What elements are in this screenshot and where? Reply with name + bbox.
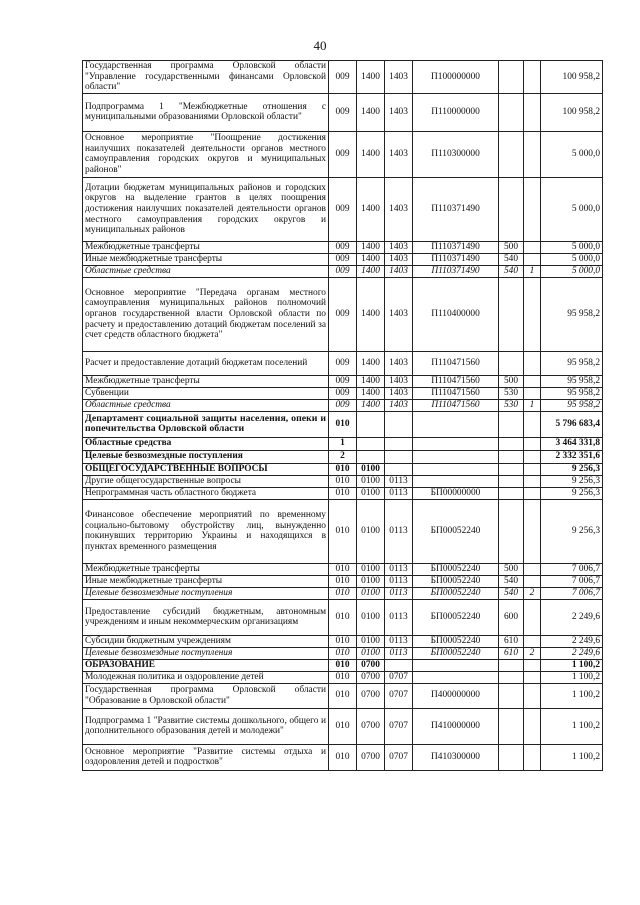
target-item-code-cell: П110371490 xyxy=(413,177,499,241)
amount-cell: 5 000,0 xyxy=(541,253,603,265)
admin-code-cell: 009 xyxy=(329,265,357,277)
section-code-cell: 0700 xyxy=(357,708,385,744)
admin-code-cell: 009 xyxy=(329,93,357,131)
table-row xyxy=(83,683,603,708)
section-code-cell: 0100 xyxy=(357,499,385,563)
expense-type-code-cell: 540 xyxy=(499,575,524,587)
subsection-code-cell: 1403 xyxy=(385,131,413,177)
target-item-code-cell xyxy=(413,671,499,683)
description-cell: Подпрограмма 1 "Развитие системы дошкольного, общего и дополнительного образования детей и молодежи" xyxy=(83,708,329,744)
subsection-code-cell: 1403 xyxy=(385,277,413,351)
section-code-cell: 1400 xyxy=(357,93,385,131)
fund-source-code-cell xyxy=(524,375,541,387)
target-item-code-cell: БП00000000 xyxy=(413,487,499,499)
budget-table xyxy=(82,60,603,771)
amount-cell: 2 249,6 xyxy=(541,599,603,635)
table-row xyxy=(83,647,603,659)
section-code-cell: 0700 xyxy=(357,659,385,671)
target-item-code-cell xyxy=(413,411,499,437)
amount-cell: 1 100,2 xyxy=(541,744,603,770)
description-cell: Государственная программа Орловской области "Управление государственными финансами Орловской области" xyxy=(83,61,329,94)
fund-source-code-cell xyxy=(524,563,541,575)
description-cell: Основное мероприятие "Развитие системы отдыха и оздоровления детей и подростков" xyxy=(83,744,329,770)
expense-type-code-cell xyxy=(499,683,524,708)
admin-code-cell: 010 xyxy=(329,744,357,770)
table-row xyxy=(83,411,603,437)
expense-type-code-cell xyxy=(499,708,524,744)
table-row xyxy=(83,241,603,253)
subsection-code-cell: 0113 xyxy=(385,563,413,575)
subsection-code-cell: 0707 xyxy=(385,708,413,744)
subsection-code-cell: 0113 xyxy=(385,647,413,659)
amount-cell: 1 100,2 xyxy=(541,671,603,683)
section-code-cell: 0100 xyxy=(357,463,385,475)
table-row xyxy=(83,265,603,277)
amount-cell: 100 958,2 xyxy=(541,93,603,131)
amount-cell: 5 000,0 xyxy=(541,241,603,253)
subsection-code-cell: 0113 xyxy=(385,499,413,563)
description-cell: Основное мероприятие "Поощрение достижения наилучших показателей деятельности органов местного самоуправления городских округов и муниципальных районов" xyxy=(83,131,329,177)
description-cell: Дотации бюджетам муниципальных районов и городских округов на выделение грантов в целях поощрения достижения наилучших показателей деятельности органов местного самоуправления городских округов и муниципальных районов xyxy=(83,177,329,241)
fund-source-code-cell xyxy=(524,61,541,94)
amount-cell: 5 796 683,4 xyxy=(541,411,603,437)
fund-source-code-cell xyxy=(524,93,541,131)
amount-cell: 5 000,0 xyxy=(541,177,603,241)
section-code-cell: 0100 xyxy=(357,563,385,575)
amount-cell: 7 006,7 xyxy=(541,587,603,599)
table-row xyxy=(83,253,603,265)
admin-code-cell: 010 xyxy=(329,647,357,659)
fund-source-code-cell xyxy=(524,683,541,708)
subsection-code-cell: 0707 xyxy=(385,671,413,683)
section-code-cell: 1400 xyxy=(357,177,385,241)
admin-code-cell: 010 xyxy=(329,587,357,599)
target-item-code-cell: П110471560 xyxy=(413,375,499,387)
admin-code-cell: 010 xyxy=(329,575,357,587)
fund-source-code-cell xyxy=(524,659,541,671)
target-item-code-cell xyxy=(413,437,499,450)
fund-source-code-cell xyxy=(524,437,541,450)
subsection-code-cell: 1403 xyxy=(385,241,413,253)
section-code-cell: 0100 xyxy=(357,487,385,499)
admin-code-cell: 010 xyxy=(329,563,357,575)
table-row xyxy=(83,131,603,177)
description-cell: Областные средства xyxy=(83,437,329,450)
expense-type-code-cell: 500 xyxy=(499,375,524,387)
table-row xyxy=(83,93,603,131)
expense-type-code-cell xyxy=(499,131,524,177)
description-cell: Предоставление субсидий бюджетным, автономным учреждениям и иным некоммерческим организациям xyxy=(83,599,329,635)
expense-type-code-cell: 600 xyxy=(499,599,524,635)
expense-type-code-cell xyxy=(499,93,524,131)
fund-source-code-cell: 1 xyxy=(524,399,541,411)
fund-source-code-cell xyxy=(524,575,541,587)
admin-code-cell: 009 xyxy=(329,241,357,253)
subsection-code-cell: 0113 xyxy=(385,487,413,499)
description-cell: Расчет и предоставление дотаций бюджетам поселений xyxy=(83,351,329,375)
admin-code-cell: 010 xyxy=(329,635,357,647)
fund-source-code-cell xyxy=(524,387,541,399)
subsection-code-cell: 0113 xyxy=(385,575,413,587)
section-code-cell: 0100 xyxy=(357,599,385,635)
expense-type-code-cell xyxy=(499,61,524,94)
amount-cell: 5 000,0 xyxy=(541,131,603,177)
fund-source-code-cell xyxy=(524,450,541,463)
section-code-cell: 0100 xyxy=(357,587,385,599)
target-item-code-cell: П110000000 xyxy=(413,93,499,131)
section-code-cell: 1400 xyxy=(357,387,385,399)
admin-code-cell: 010 xyxy=(329,499,357,563)
section-code-cell: 1400 xyxy=(357,241,385,253)
amount-cell: 1 100,2 xyxy=(541,659,603,671)
fund-source-code-cell xyxy=(524,351,541,375)
subsection-code-cell: 0113 xyxy=(385,587,413,599)
subsection-code-cell: 1403 xyxy=(385,351,413,375)
admin-code-cell: 009 xyxy=(329,399,357,411)
expense-type-code-cell: 610 xyxy=(499,635,524,647)
section-code-cell xyxy=(357,450,385,463)
fund-source-code-cell xyxy=(524,463,541,475)
description-cell: Департамент социальной защиты населения, опеки и попечительства Орловской области xyxy=(83,411,329,437)
target-item-code-cell xyxy=(413,450,499,463)
subsection-code-cell xyxy=(385,659,413,671)
target-item-code-cell xyxy=(413,659,499,671)
description-cell: Областные средства xyxy=(83,399,329,411)
fund-source-code-cell xyxy=(524,177,541,241)
description-cell: Иные межбюджетные трансферты xyxy=(83,253,329,265)
target-item-code-cell: БП00052240 xyxy=(413,575,499,587)
admin-code-cell: 009 xyxy=(329,375,357,387)
table-row xyxy=(83,375,603,387)
subsection-code-cell: 1403 xyxy=(385,177,413,241)
admin-code-cell: 010 xyxy=(329,708,357,744)
target-item-code-cell: П410000000 xyxy=(413,708,499,744)
section-code-cell: 1400 xyxy=(357,399,385,411)
subsection-code-cell xyxy=(385,437,413,450)
amount-cell: 1 100,2 xyxy=(541,683,603,708)
fund-source-code-cell xyxy=(524,744,541,770)
subsection-code-cell: 1403 xyxy=(385,253,413,265)
amount-cell: 9 256,3 xyxy=(541,487,603,499)
table-row xyxy=(83,671,603,683)
table-row xyxy=(83,450,603,463)
amount-cell: 2 249,6 xyxy=(541,635,603,647)
subsection-code-cell: 1403 xyxy=(385,61,413,94)
fund-source-code-cell xyxy=(524,599,541,635)
section-code-cell: 0100 xyxy=(357,635,385,647)
description-cell: Межбюджетные трансферты xyxy=(83,375,329,387)
subsection-code-cell xyxy=(385,463,413,475)
table-row xyxy=(83,587,603,599)
admin-code-cell: 2 xyxy=(329,450,357,463)
amount-cell: 95 958,2 xyxy=(541,375,603,387)
expense-type-code-cell: 530 xyxy=(499,387,524,399)
target-item-code-cell: БП00052240 xyxy=(413,563,499,575)
admin-code-cell: 1 xyxy=(329,437,357,450)
amount-cell: 9 256,3 xyxy=(541,499,603,563)
target-item-code-cell: П110371490 xyxy=(413,241,499,253)
subsection-code-cell: 1403 xyxy=(385,93,413,131)
admin-code-cell: 010 xyxy=(329,671,357,683)
subsection-code-cell xyxy=(385,450,413,463)
target-item-code-cell: П110471560 xyxy=(413,399,499,411)
expense-type-code-cell: 500 xyxy=(499,563,524,575)
amount-cell: 7 006,7 xyxy=(541,563,603,575)
amount-cell: 95 958,2 xyxy=(541,277,603,351)
amount-cell: 9 256,3 xyxy=(541,463,603,475)
amount-cell: 3 464 331,8 xyxy=(541,437,603,450)
subsection-code-cell: 1403 xyxy=(385,375,413,387)
expense-type-code-cell xyxy=(499,499,524,563)
admin-code-cell: 010 xyxy=(329,411,357,437)
expense-type-code-cell xyxy=(499,487,524,499)
subsection-code-cell: 0113 xyxy=(385,475,413,487)
section-code-cell: 0700 xyxy=(357,683,385,708)
table-row xyxy=(83,387,603,399)
target-item-code-cell: П110471560 xyxy=(413,351,499,375)
table-row xyxy=(83,744,603,770)
target-item-code-cell: П110471560 xyxy=(413,387,499,399)
section-code-cell: 1400 xyxy=(357,375,385,387)
expense-type-code-cell xyxy=(499,744,524,770)
description-cell: Целевые безвозмездные поступления xyxy=(83,647,329,659)
description-cell: Основное мероприятие "Передача органам местного самоуправления муниципальных районов полномочий органов государственной власти Орловской области по расчету и предоставлению дотаций бюджетам поселений за счет средств областного бюджета" xyxy=(83,277,329,351)
table-row xyxy=(83,399,603,411)
description-cell: Областные средства xyxy=(83,265,329,277)
description-cell: Иные межбюджетные трансферты xyxy=(83,575,329,587)
description-cell: Субсидии бюджетным учреждениям xyxy=(83,635,329,647)
fund-source-code-cell xyxy=(524,241,541,253)
section-code-cell: 0100 xyxy=(357,475,385,487)
table-row xyxy=(83,487,603,499)
description-cell: Субвенции xyxy=(83,387,329,399)
amount-cell: 2 249,6 xyxy=(541,647,603,659)
target-item-code-cell: П110371490 xyxy=(413,265,499,277)
table-row xyxy=(83,635,603,647)
target-item-code-cell: БП00052240 xyxy=(413,587,499,599)
amount-cell: 95 958,2 xyxy=(541,399,603,411)
target-item-code-cell: П100000000 xyxy=(413,61,499,94)
target-item-code-cell: П110400000 xyxy=(413,277,499,351)
table-row xyxy=(83,499,603,563)
fund-source-code-cell xyxy=(524,487,541,499)
section-code-cell: 1400 xyxy=(357,131,385,177)
admin-code-cell: 010 xyxy=(329,683,357,708)
amount-cell: 9 256,3 xyxy=(541,475,603,487)
target-item-code-cell: БП00052240 xyxy=(413,647,499,659)
table-row xyxy=(83,599,603,635)
fund-source-code-cell: 2 xyxy=(524,587,541,599)
subsection-code-cell: 0113 xyxy=(385,599,413,635)
subsection-code-cell: 0113 xyxy=(385,635,413,647)
target-item-code-cell: П110371490 xyxy=(413,253,499,265)
admin-code-cell: 010 xyxy=(329,487,357,499)
section-code-cell: 1400 xyxy=(357,351,385,375)
expense-type-code-cell: 540 xyxy=(499,253,524,265)
description-cell: Целевые безвозмездные поступления xyxy=(83,450,329,463)
section-code-cell: 1400 xyxy=(357,265,385,277)
fund-source-code-cell xyxy=(524,277,541,351)
section-code-cell: 0100 xyxy=(357,647,385,659)
table-row xyxy=(83,475,603,487)
description-cell: Непрограммная часть областного бюджета xyxy=(83,487,329,499)
admin-code-cell: 009 xyxy=(329,277,357,351)
target-item-code-cell: П400000000 xyxy=(413,683,499,708)
section-code-cell xyxy=(357,437,385,450)
target-item-code-cell: П110300000 xyxy=(413,131,499,177)
expense-type-code-cell: 540 xyxy=(499,587,524,599)
description-cell: Молодежная политика и оздоровление детей xyxy=(83,671,329,683)
subsection-code-cell: 1403 xyxy=(385,399,413,411)
fund-source-code-cell: 1 xyxy=(524,265,541,277)
fund-source-code-cell: 2 xyxy=(524,647,541,659)
admin-code-cell: 009 xyxy=(329,131,357,177)
expense-type-code-cell: 500 xyxy=(499,241,524,253)
page-number: 40 xyxy=(313,38,327,53)
amount-cell: 5 000,0 xyxy=(541,265,603,277)
target-item-code-cell: БП00052240 xyxy=(413,499,499,563)
admin-code-cell: 009 xyxy=(329,177,357,241)
table-row xyxy=(83,61,603,94)
amount-cell: 100 958,2 xyxy=(541,61,603,94)
expense-type-code-cell: 610 xyxy=(499,647,524,659)
target-item-code-cell xyxy=(413,475,499,487)
target-item-code-cell: П410300000 xyxy=(413,744,499,770)
table-row xyxy=(83,563,603,575)
table-row xyxy=(83,351,603,375)
fund-source-code-cell xyxy=(524,708,541,744)
fund-source-code-cell xyxy=(524,671,541,683)
description-cell: Государственная программа Орловской области "Образование в Орловской области" xyxy=(83,683,329,708)
amount-cell: 1 100,2 xyxy=(541,708,603,744)
expense-type-code-cell xyxy=(499,671,524,683)
target-item-code-cell: БП00052240 xyxy=(413,635,499,647)
expense-type-code-cell xyxy=(499,463,524,475)
target-item-code-cell: БП00052240 xyxy=(413,599,499,635)
subsection-code-cell: 0707 xyxy=(385,744,413,770)
section-code-cell: 0100 xyxy=(357,575,385,587)
fund-source-code-cell xyxy=(524,499,541,563)
expense-type-code-cell xyxy=(499,177,524,241)
table-row xyxy=(83,708,603,744)
subsection-code-cell: 0707 xyxy=(385,683,413,708)
description-cell: Подпрограмма 1 "Межбюджетные отношения с муниципальными образованиями Орловской области" xyxy=(83,93,329,131)
admin-code-cell: 009 xyxy=(329,387,357,399)
description-cell: Целевые безвозмездные поступления xyxy=(83,587,329,599)
description-cell: Финансовое обеспечение мероприятий по временному социально-бытовому обустройству лиц, вынужденно покинувших территорию Украины и находящихся в пунктах временного размещения xyxy=(83,499,329,563)
admin-code-cell: 010 xyxy=(329,463,357,475)
description-cell: Межбюджетные трансферты xyxy=(83,241,329,253)
target-item-code-cell xyxy=(413,463,499,475)
expense-type-code-cell: 540 xyxy=(499,265,524,277)
admin-code-cell: 010 xyxy=(329,599,357,635)
table-row xyxy=(83,277,603,351)
expense-type-code-cell xyxy=(499,351,524,375)
fund-source-code-cell xyxy=(524,475,541,487)
fund-source-code-cell xyxy=(524,131,541,177)
fund-source-code-cell xyxy=(524,253,541,265)
table-row xyxy=(83,659,603,671)
section-code-cell: 0700 xyxy=(357,671,385,683)
amount-cell: 95 958,2 xyxy=(541,351,603,375)
table-row xyxy=(83,575,603,587)
description-cell: Межбюджетные трансферты xyxy=(83,563,329,575)
amount-cell: 95 958,2 xyxy=(541,387,603,399)
section-code-cell: 1400 xyxy=(357,253,385,265)
section-code-cell xyxy=(357,411,385,437)
description-cell: Другие общегосударственные вопросы xyxy=(83,475,329,487)
expense-type-code-cell xyxy=(499,659,524,671)
expense-type-code-cell xyxy=(499,437,524,450)
admin-code-cell: 009 xyxy=(329,253,357,265)
fund-source-code-cell xyxy=(524,635,541,647)
amount-cell: 2 332 351,6 xyxy=(541,450,603,463)
expense-type-code-cell xyxy=(499,450,524,463)
table-row xyxy=(83,437,603,450)
expense-type-code-cell: 530 xyxy=(499,399,524,411)
admin-code-cell: 010 xyxy=(329,659,357,671)
admin-code-cell: 010 xyxy=(329,475,357,487)
section-code-cell: 1400 xyxy=(357,277,385,351)
admin-code-cell: 009 xyxy=(329,61,357,94)
table-row xyxy=(83,177,603,241)
expense-type-code-cell xyxy=(499,475,524,487)
expense-type-code-cell xyxy=(499,277,524,351)
description-cell: ОБЩЕГОСУДАРСТВЕННЫЕ ВОПРОСЫ xyxy=(83,463,329,475)
subsection-code-cell: 1403 xyxy=(385,265,413,277)
table-row xyxy=(83,463,603,475)
subsection-code-cell xyxy=(385,411,413,437)
description-cell: ОБРАЗОВАНИЕ xyxy=(83,659,329,671)
fund-source-code-cell xyxy=(524,411,541,437)
section-code-cell: 1400 xyxy=(357,61,385,94)
expense-type-code-cell xyxy=(499,411,524,437)
amount-cell: 7 006,7 xyxy=(541,575,603,587)
admin-code-cell: 009 xyxy=(329,351,357,375)
section-code-cell: 0700 xyxy=(357,744,385,770)
subsection-code-cell: 1403 xyxy=(385,387,413,399)
